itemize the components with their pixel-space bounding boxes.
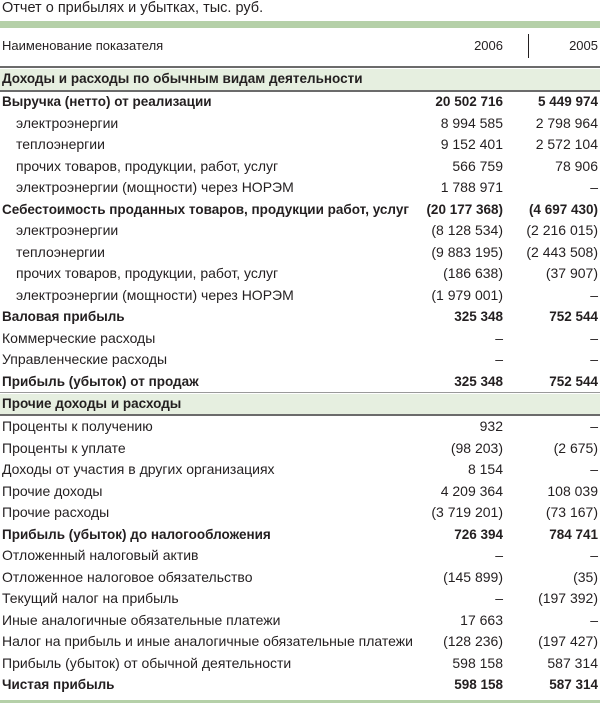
row-label: Прочие расходы [2, 504, 110, 520]
table-row [0, 156, 600, 178]
value-2005: 587 314 [547, 654, 598, 671]
row-label: Себестоимость проданных товаров, продукции работ, услуг [2, 201, 409, 217]
value-2006: (186 638) [443, 265, 503, 281]
value-2005: (37 907) [545, 265, 598, 281]
table-row [0, 545, 600, 567]
value-2005: – [590, 286, 598, 303]
table-other-income-expenses [0, 416, 600, 696]
value-2005: (197 392) [538, 590, 598, 606]
value-2005: (73 167) [545, 504, 598, 520]
value-2005: (197 427) [538, 633, 598, 649]
row-label: Прочие доходы [2, 482, 103, 499]
header-year-2006: 2006 [474, 38, 503, 53]
row-label: прочих товаров, продукции, работ, услуг [16, 265, 279, 281]
value-2006: – [495, 547, 503, 563]
table-row [0, 610, 600, 632]
table-row [0, 567, 600, 589]
row-label: прочих товаров, продукции, работ, услуг [16, 157, 279, 174]
table-row [0, 502, 600, 524]
header-rule [0, 66, 600, 68]
value-2006: (1 979 001) [431, 286, 503, 303]
value-2005: – [590, 547, 598, 563]
table-row [0, 481, 600, 503]
table-row [0, 416, 600, 438]
value-2006: (8 128 534) [431, 222, 503, 238]
value-2006: (128 236) [443, 633, 503, 649]
table-row [0, 349, 600, 371]
row-label: Отложенное налоговое обязательство [2, 568, 253, 585]
row-label: Прибыль (убыток) от обычной деятельности [2, 654, 292, 671]
table-row [0, 134, 600, 156]
row-label: электроэнергии (мощности) через НОРЭМ [16, 286, 294, 303]
value-2006: (9 883 195) [431, 243, 503, 260]
value-2005: 5 449 974 [537, 94, 598, 109]
row-label: Налог на прибыль и иные аналогичные обязательные платежи [2, 633, 413, 649]
value-2005: (2 443 508) [526, 243, 598, 260]
value-2006: 9 152 401 [440, 136, 503, 152]
value-2006: 325 348 [454, 309, 503, 324]
value-2005: 2 572 104 [535, 136, 598, 152]
value-2006: 8 154 [467, 461, 503, 477]
value-2006: (3 719 201) [431, 504, 503, 520]
table-row [0, 371, 600, 393]
value-2005: 752 544 [549, 373, 598, 389]
table-row [0, 91, 600, 113]
table-row [0, 653, 600, 675]
value-2005: (35) [573, 568, 598, 585]
value-2005: 784 741 [549, 526, 598, 542]
table-row [0, 263, 600, 285]
value-2006: (20 177 368) [426, 201, 503, 217]
value-2005: (4 697 430) [528, 201, 598, 217]
table-row [0, 674, 600, 696]
table-row [0, 285, 600, 307]
value-2006: (145 899) [443, 568, 503, 585]
value-2006: (98 203) [450, 439, 503, 456]
row-label: электроэнергии [16, 114, 119, 131]
table-row [0, 438, 600, 460]
row-label: теплоэнергии [16, 136, 105, 152]
value-2006: – [495, 590, 503, 606]
section-title: Прочие доходы и расходы [2, 396, 182, 411]
value-2005: 752 544 [549, 309, 598, 324]
row-label: Управленческие расходы [2, 351, 168, 367]
value-2005: 78 906 [555, 157, 598, 174]
table-row [0, 524, 600, 546]
section-divider [0, 392, 600, 393]
table-row [0, 220, 600, 242]
value-2006: 566 759 [452, 157, 503, 174]
row-label: Валовая прибыль [2, 309, 125, 324]
table-row [0, 113, 600, 135]
table-row [0, 199, 600, 221]
section-title: Доходы и расходы по обычным видам деятельности [2, 71, 363, 86]
value-2005: – [590, 329, 598, 346]
value-2005: 2 798 964 [535, 114, 598, 131]
value-2006: 726 394 [454, 526, 503, 542]
table-ordinary-activities [0, 91, 600, 392]
table-row [0, 242, 600, 264]
value-2005: – [590, 611, 598, 628]
table-row [0, 328, 600, 350]
value-2006: 4 209 364 [440, 482, 503, 499]
value-2005: – [590, 461, 598, 477]
row-label: Проценты к уплате [2, 439, 126, 456]
row-label: Доходы от участия в других организациях [2, 461, 275, 477]
table-header [0, 30, 600, 63]
value-2006: – [495, 351, 503, 367]
header-year-2005: 2005 [569, 38, 598, 53]
value-2005: – [590, 418, 598, 434]
row-label: теплоэнергии [16, 243, 105, 260]
table-row [0, 459, 600, 481]
row-label: Коммерческие расходы [2, 329, 156, 346]
value-2005: 108 039 [547, 482, 598, 499]
row-label: Иные аналогичные обязательные платежи [2, 611, 281, 628]
value-2006: – [495, 329, 503, 346]
table-row [0, 631, 600, 653]
value-2006: 1 788 971 [440, 179, 503, 195]
row-label: Текущий налог на прибыль [2, 590, 179, 606]
header-indicator-name: Наименование показателя [2, 38, 164, 53]
value-2006: 598 158 [454, 677, 503, 692]
header-column-divider [528, 34, 529, 58]
value-2006: 932 [479, 418, 503, 434]
row-label: электроэнергии [16, 222, 119, 238]
row-label: Прибыль (убыток) от продаж [2, 373, 199, 389]
section-ordinary-activities [0, 69, 600, 90]
value-2006: 20 502 716 [435, 94, 503, 109]
value-2005: (2 216 015) [526, 222, 598, 238]
row-label: Отложенный налоговый актив [2, 547, 199, 563]
table-row [0, 588, 600, 610]
value-2005: – [590, 351, 598, 367]
row-label: Прибыль (убыток) до налогообложения [2, 526, 271, 542]
report-title: Отчет о прибылях и убытках, тыс. руб. [2, 0, 264, 16]
value-2006: 325 348 [454, 373, 503, 389]
row-label: Проценты к получению [2, 418, 153, 434]
title-accent-bar [0, 21, 600, 28]
table-row [0, 177, 600, 199]
value-2006: 598 158 [452, 654, 503, 671]
row-label: электроэнергии (мощности) через НОРЭМ [16, 179, 294, 195]
row-label: Чистая прибыль [2, 677, 115, 692]
value-2005: (2 675) [553, 439, 598, 456]
value-2006: 17 663 [460, 611, 503, 628]
value-2005: – [590, 179, 598, 195]
table-row [0, 306, 600, 328]
row-label: Выручка (нетто) от реализации [2, 94, 212, 109]
value-2005: 587 314 [549, 677, 598, 692]
value-2006: 8 994 585 [440, 114, 503, 131]
section-other-income-expenses [0, 394, 600, 414]
